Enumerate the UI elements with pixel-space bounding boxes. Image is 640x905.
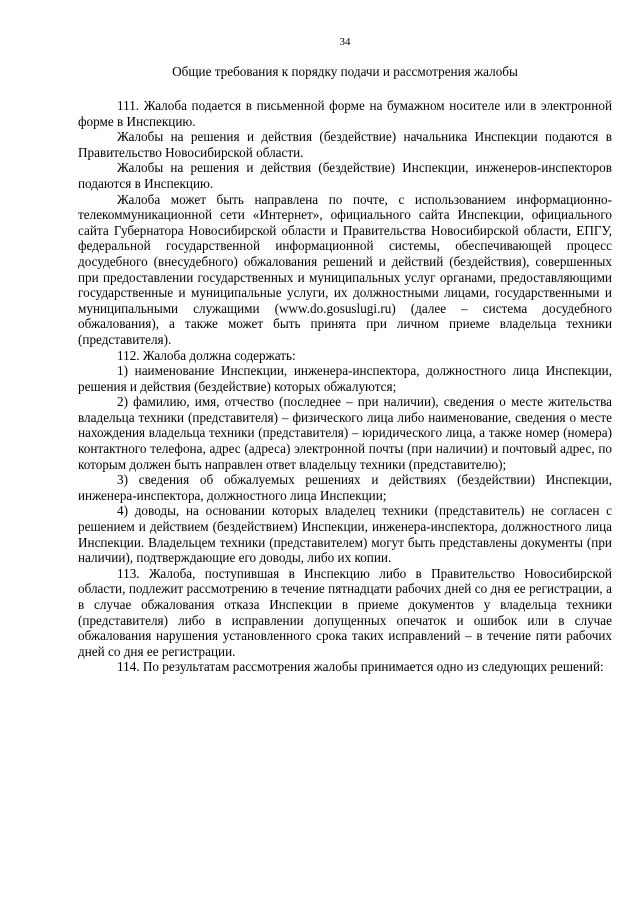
document-body <box>78 98 612 675</box>
paragraph-complaint-inspectors: Жалобы на решения и действия (бездействие) Инспекции, инженеров-инспекторов подаются в Инспекцию. <box>78 160 612 191</box>
paragraph-112-item-4: 4) доводы, на основании которых владелец техники (представитель) не согласен с решением и действием (бездействием) Инспекции, инженера-инспектора, должностного лица Инспекции. Владельцем техники (представителем) могут быть представлены документы (при наличии), подтверждающие его доводы, либо их копии. <box>78 503 612 566</box>
paragraph-112-item-2: 2) фамилию, имя, отчество (последнее – при наличии), сведения о месте жительства владельца техники (представителя) – физического лица либо наименование, сведения о месте нахождения владельца техники (представителя) – юридического лица, а также номер (номера) контактного телефона, адрес (адреса) электронной почты (при наличии) и почтовый адрес, по которым должен быть направлен ответ владельцу техники (представителю); <box>78 394 612 472</box>
page-number: 34 <box>339 36 351 48</box>
section-title: Общие требования к порядку подачи и рассмотрения жалобы <box>172 64 518 79</box>
paragraph-submission-channels: Жалоба может быть направлена по почте, с использованием информационно-телекоммуникационной сети «Интернет», официального сайта Инспекции, официального сайта Губернатора Новосибирской области и Правительства Новосибирской области, ЕПГУ, федеральной государственной информационной системы, обеспечивающей процесс досудебного (внесудебного) обжалования решений и действий (бездействия), совершенных при предоставлении государственных и муниципальных услуг органами, предоставляющими государственные и муниципальные услуги, их должностными лицами, государственными и муниципальными служащими (www.do.gosuslugi.ru) (далее – система досудебного обжалования), а также может быть принята при личном приеме владельца техники (представителя). <box>78 191 612 347</box>
paragraph-112-item-3: 3) сведения об обжалуемых решениях и действиях (бездействии) Инспекции, инженера-инспектора, должностного лица Инспекции; <box>78 472 612 503</box>
paragraph-113: 113. Жалоба, поступившая в Инспекцию либо в Правительство Новосибирской области, подлежит рассмотрению в течение пятнадцати рабочих дней со дня ее регистрации, а в случае обжалования отказа Инспекции в приеме документов у владельца техники (представителя) либо в исправлении допущенных опечаток и ошибок или в случае обжалования нарушения установленного срока таких исправлений – в течение пяти рабочих дней со дня ее регистрации. <box>78 565 612 659</box>
paragraph-112: 112. Жалоба должна содержать: <box>117 347 296 363</box>
paragraph-111: 111. Жалоба подается в письменной форме на бумажном носителе или в электронной форме в Инспекцию. <box>78 98 612 129</box>
paragraph-complaint-head: Жалобы на решения и действия (бездействие) начальника Инспекции подаются в Правительство Новосибирской области. <box>78 129 612 160</box>
paragraph-112-item-1: 1) наименование Инспекции, инженера-инспектора, должностного лица Инспекции, решения и действия (бездействие) которых обжалуются; <box>78 363 612 394</box>
paragraph-114: 114. По результатам рассмотрения жалобы принимается одно из следующих решений: <box>117 659 604 675</box>
